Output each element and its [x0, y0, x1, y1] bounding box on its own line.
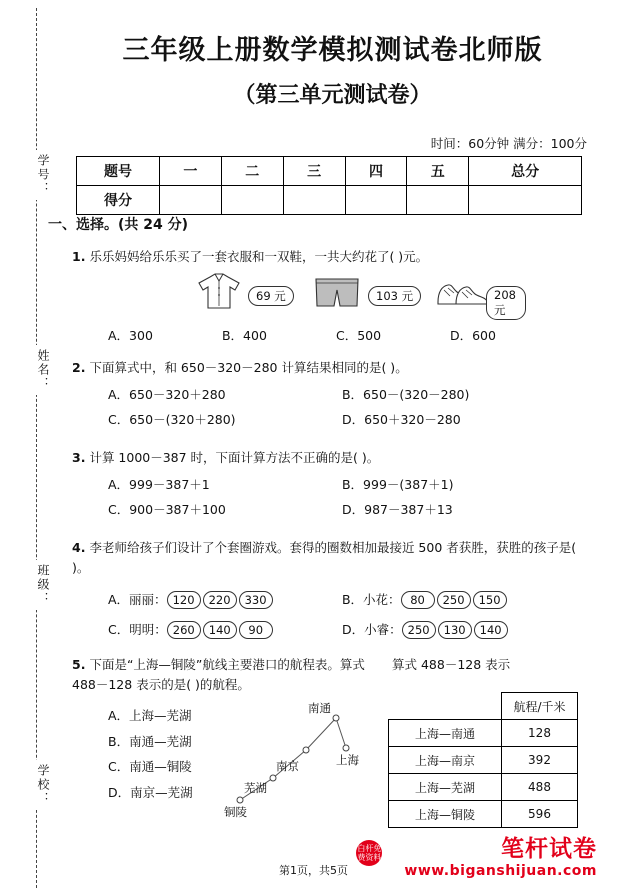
score-table-col-1: 一	[160, 157, 222, 186]
question-3-option-d[interactable]: D．987－387＋13	[341, 502, 453, 517]
question-4-option-d[interactable]	[342, 622, 510, 637]
brand-badge-icon: 白杆免费资料	[356, 840, 382, 866]
margin-label-name: 姓名：	[18, 345, 52, 395]
brand-url[interactable]: www.biganshijuan.com	[404, 863, 597, 879]
ring-value: 220	[203, 591, 237, 609]
brand-watermark	[357, 836, 597, 879]
question-2-text: 下面算式中，和 650－320－280 计算结果相同的是( )。	[89, 360, 408, 375]
ring-value: 80	[401, 591, 435, 609]
shoes-icon	[436, 280, 490, 314]
question-5-option-b[interactable]: B．南通—芜湖	[108, 733, 192, 749]
route-table-blank-cell	[389, 693, 502, 720]
ring-value: 150	[473, 591, 507, 609]
question-3	[72, 448, 592, 468]
question-1-text: 乐乐妈妈给乐乐买了一套衣服和一双鞋，一共大约花了( )元。	[89, 249, 429, 264]
ring-value: 130	[438, 621, 472, 639]
table-row	[389, 747, 578, 774]
score-cell-5[interactable]	[407, 186, 469, 215]
question-2-option-b[interactable]: B．650－(320－280)	[341, 387, 470, 402]
route-table-header-distance: 航程/千米	[502, 693, 578, 720]
question-3-options-row-1	[108, 475, 608, 500]
question-4-options-row-2	[108, 620, 608, 650]
question-5-option-d[interactable]: D．南京—芜湖	[108, 784, 193, 800]
question-5-option-c[interactable]: C．南通—铜陵	[108, 759, 192, 775]
score-cell-4[interactable]	[345, 186, 407, 215]
question-1-option-b[interactable]: B．400	[221, 328, 267, 343]
ring-value: 90	[239, 621, 273, 639]
score-table-col-5: 五	[407, 157, 469, 186]
ring-value: 140	[474, 621, 508, 639]
map-label-nanjing: 南京	[276, 759, 299, 773]
ring-value: 250	[437, 591, 471, 609]
ring-value: 260	[167, 621, 201, 639]
question-1	[72, 247, 592, 267]
route-distance-3: 488	[502, 774, 578, 801]
table-row	[389, 693, 578, 720]
route-name-4: 上海—铜陵	[389, 801, 502, 828]
table-row	[389, 720, 578, 747]
route-distance-2: 392	[502, 747, 578, 774]
question-4-option-b[interactable]	[342, 592, 509, 607]
question-2-options-row-1	[108, 385, 608, 410]
question-2-options-row-2	[108, 410, 608, 435]
route-distance-4: 596	[502, 801, 578, 828]
question-3-text: 计算 1000－387 时，下面计算方法不正确的是( )。	[89, 450, 380, 465]
question-5-text: 下面是“上海—铜陵”航线主要港口的航程表。算式 488－128 表示的是( )的航程。	[72, 657, 365, 692]
question-2-number: 2.	[72, 360, 86, 375]
time-and-score-info: 时间：60分钟 满分：100分	[430, 136, 587, 151]
question-2-option-d[interactable]: D．650＋320－280	[341, 412, 461, 427]
table-row	[389, 774, 578, 801]
question-3-option-a[interactable]: A．999－387＋1	[108, 477, 210, 492]
score-cell-total[interactable]	[469, 186, 582, 215]
score-cell-1[interactable]	[160, 186, 222, 215]
route-name-3: 上海—芜湖	[389, 774, 502, 801]
table-row	[77, 157, 582, 186]
question-4-option-c[interactable]	[108, 620, 338, 639]
question-4-options-row-1	[108, 590, 608, 620]
route-name-2: 上海—南京	[389, 747, 502, 774]
question-3-number: 3.	[72, 450, 86, 465]
question-4-option-d-label: D．小睿：	[341, 622, 402, 637]
map-label-nantong: 南通	[308, 701, 331, 715]
score-table-col-total: 总分	[469, 157, 582, 186]
question-4-option-b-label: B．小花：	[341, 592, 401, 607]
shorts-icon	[312, 276, 362, 314]
question-1-price-shirt: 69 元	[248, 286, 294, 306]
margin-label-class: 班级：	[18, 560, 52, 610]
brand-name: 笔杆试卷	[501, 836, 597, 862]
question-3-options-row-2	[108, 500, 608, 525]
score-cell-3[interactable]	[283, 186, 345, 215]
map-label-wuhu: 芜湖	[244, 781, 267, 795]
shirt-icon	[196, 272, 242, 316]
question-2	[72, 358, 592, 378]
shipping-route-map	[218, 690, 378, 820]
score-table-col-2: 二	[221, 157, 283, 186]
score-table-header-label: 题号	[77, 157, 160, 186]
question-1-item-illustrations	[196, 272, 526, 316]
map-label-tongling: 铜陵	[224, 805, 247, 819]
question-5	[72, 655, 392, 695]
question-5-option-a[interactable]: A．上海—芜湖	[108, 708, 192, 723]
score-table-col-4: 四	[345, 157, 407, 186]
question-1-options	[108, 326, 588, 344]
ring-value: 120	[167, 591, 201, 609]
margin-label-school: 学校：	[18, 760, 52, 810]
page-subtitle: （第三单元测试卷）	[233, 83, 432, 108]
question-4-option-a[interactable]	[108, 590, 338, 609]
question-3-options	[108, 475, 608, 525]
question-2-option-c[interactable]: C．650－(320＋280)	[108, 412, 236, 427]
question-5-expression-note: 算式 488－128 表示	[392, 657, 511, 672]
question-4-option-c-label: C．明明：	[108, 622, 167, 637]
margin-label-student-id: 学号：	[18, 150, 52, 200]
question-1-option-c[interactable]: C．500	[335, 328, 382, 343]
map-label-shanghai: 上海	[336, 753, 359, 767]
table-row	[77, 186, 582, 215]
ring-value: 140	[203, 621, 237, 639]
question-3-option-b[interactable]: B．999－(387＋1)	[341, 477, 454, 492]
question-3-option-c[interactable]: C．900－387＋100	[108, 502, 226, 517]
question-1-option-d[interactable]: D．600	[449, 328, 496, 343]
page-title: 三年级上册数学模拟测试卷北师版	[122, 35, 543, 66]
table-row	[389, 801, 578, 828]
score-cell-2[interactable]	[221, 186, 283, 215]
route-distance-table	[388, 692, 578, 828]
question-4-number: 4.	[72, 540, 86, 555]
question-1-option-a[interactable]: A．300	[108, 328, 153, 343]
question-5-number: 5.	[72, 657, 86, 672]
question-2-options	[108, 385, 608, 435]
score-table-col-3: 三	[283, 157, 345, 186]
question-4-text: 李老师给孩子们设计了个套圈游戏。套得的圈数相加最接近 500 者获胜，获胜的孩子是( )。	[72, 540, 577, 575]
route-distance-1: 128	[502, 720, 578, 747]
question-1-price-shoes: 208 元	[486, 286, 526, 320]
binding-dashed-line	[36, 8, 37, 888]
question-4	[72, 538, 592, 578]
score-table	[76, 156, 582, 215]
question-4-options	[108, 590, 608, 650]
ring-value: 330	[239, 591, 273, 609]
question-1-number: 1.	[72, 249, 86, 264]
question-1-price-shorts: 103 元	[368, 286, 421, 306]
ring-value: 250	[402, 621, 436, 639]
score-table-score-label: 得分	[77, 186, 160, 215]
route-name-1: 上海—南通	[389, 720, 502, 747]
page-number-footer: 第1页，共5页	[279, 864, 348, 877]
question-2-option-a[interactable]: A．650－320＋280	[108, 387, 226, 402]
section-heading: 一、选择。(共 24 分)	[48, 217, 189, 233]
question-4-option-a-label: A．丽丽：	[108, 592, 167, 607]
